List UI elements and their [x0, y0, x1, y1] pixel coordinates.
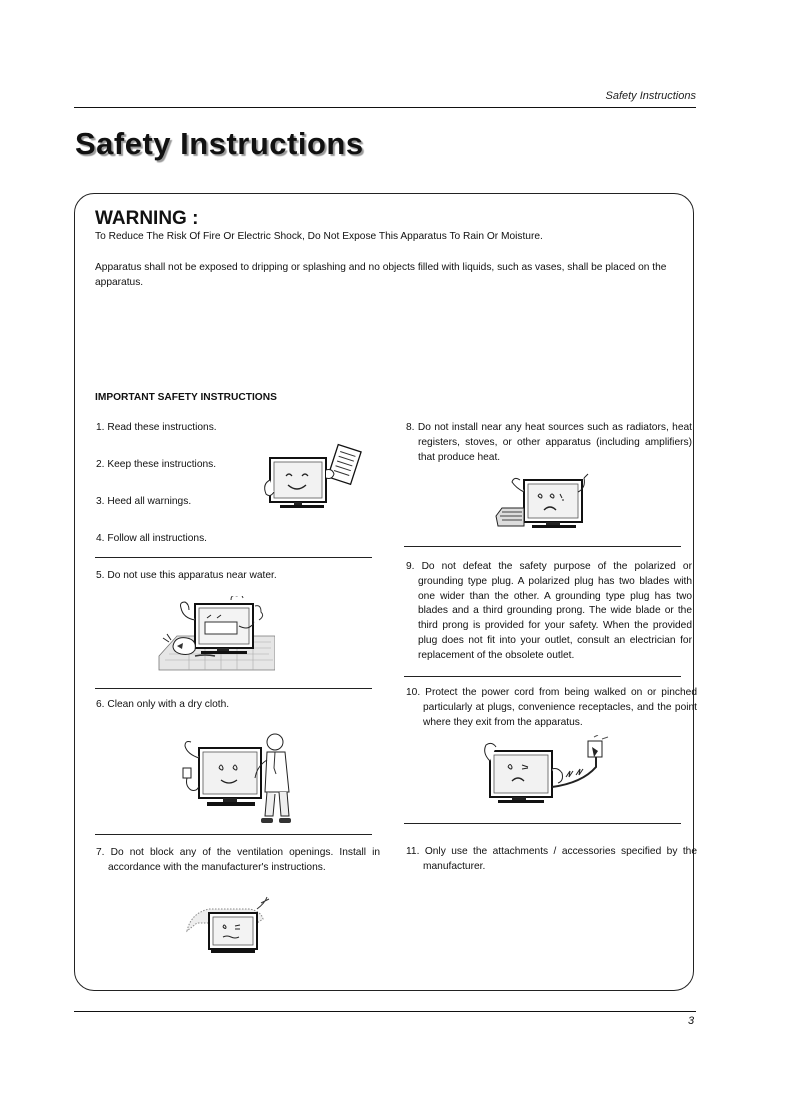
- tv-reading-manual-illustration: [258, 440, 366, 512]
- instruction-item-8: [406, 421, 692, 465]
- item-number: 5.: [96, 570, 105, 581]
- instruction-item-10: [406, 686, 697, 730]
- item-text: Do not defeat the safety purpose of the polarized or grounding type plug. A polarized plug has two blades with one wider than the other. A grounding type plug has two blades and a third grounding prong. The wide blade or the third prong is provided for your safety. When the provided plug does not fit into your outlet, consult an electrician for replacement of the obsolete outlet.: [418, 561, 692, 661]
- page-number: 3: [688, 1015, 695, 1027]
- divider: [404, 676, 681, 677]
- item-number: 9.: [406, 561, 415, 572]
- item-text: Keep these instructions.: [107, 459, 217, 470]
- divider: [404, 823, 681, 824]
- divider: [95, 688, 372, 689]
- instruction-item-9: [406, 560, 692, 664]
- item-number: 6.: [96, 699, 105, 710]
- instruction-item-5: [96, 569, 372, 584]
- tv-power-cord-illustration: [478, 735, 610, 807]
- page-title: Safety Instructions: [75, 126, 364, 161]
- warning-title: WARNING :: [95, 208, 199, 229]
- item-number: 3.: [96, 496, 105, 507]
- instruction-item-1: [96, 421, 372, 436]
- footer-rule: [74, 1011, 696, 1012]
- item-text: Do not block any of the ventilation openings. Install in accordance with the manufacturer's instructions.: [108, 847, 380, 873]
- divider: [95, 557, 372, 558]
- item-number: 11.: [406, 846, 420, 857]
- item-text: Protect the power cord from being walked on or pinched particularly at plugs, convenience receptacles, and the point where they exit from the apparatus.: [423, 687, 697, 728]
- item-number: 10.: [406, 687, 421, 698]
- item-text: Heed all warnings.: [107, 496, 192, 507]
- divider: [404, 546, 681, 547]
- item-number: 8.: [406, 422, 415, 433]
- running-header: Safety Instructions: [605, 90, 696, 102]
- instruction-item-6: [96, 698, 372, 713]
- instruction-item-4: [96, 532, 372, 547]
- item-text: Do not use this apparatus near water.: [107, 570, 277, 581]
- item-number: 2.: [96, 459, 105, 470]
- header-rule: [74, 107, 696, 108]
- item-text: Read these instructions.: [107, 422, 217, 433]
- tv-blocked-ventilation-illustration: [183, 895, 278, 957]
- item-number: 7.: [96, 847, 105, 858]
- tv-cleaning-cloth-illustration: [175, 728, 305, 828]
- instruction-item-7: [96, 846, 380, 876]
- tv-near-heater-illustration: [492, 472, 592, 534]
- item-number: 1.: [96, 422, 105, 433]
- warning-text: To Reduce The Risk Of Fire Or Electric Shock, Do Not Expose This Apparatus To Rain Or Moisture.: [95, 231, 543, 242]
- instruction-item-11: [406, 845, 697, 875]
- item-text: Only use the attachments / accessories specified by the manufacturer.: [423, 846, 697, 872]
- item-text: Do not install near any heat sources such as radiators, heat registers, stoves, or other apparatus (including amplifiers) that produce heat.: [417, 422, 692, 463]
- item-number: 4.: [96, 533, 105, 544]
- item-text: Follow all instructions.: [107, 533, 207, 544]
- item-text: Clean only with a dry cloth.: [107, 699, 230, 710]
- important-safety-title: IMPORTANT SAFETY INSTRUCTIONS: [95, 392, 277, 403]
- tv-near-water-illustration: [155, 596, 275, 674]
- apparatus-warning-text: Apparatus shall not be exposed to dripping or splashing and no objects filled with liquids, such as vases, shall be placed on the apparatus.: [95, 262, 667, 288]
- divider: [95, 834, 372, 835]
